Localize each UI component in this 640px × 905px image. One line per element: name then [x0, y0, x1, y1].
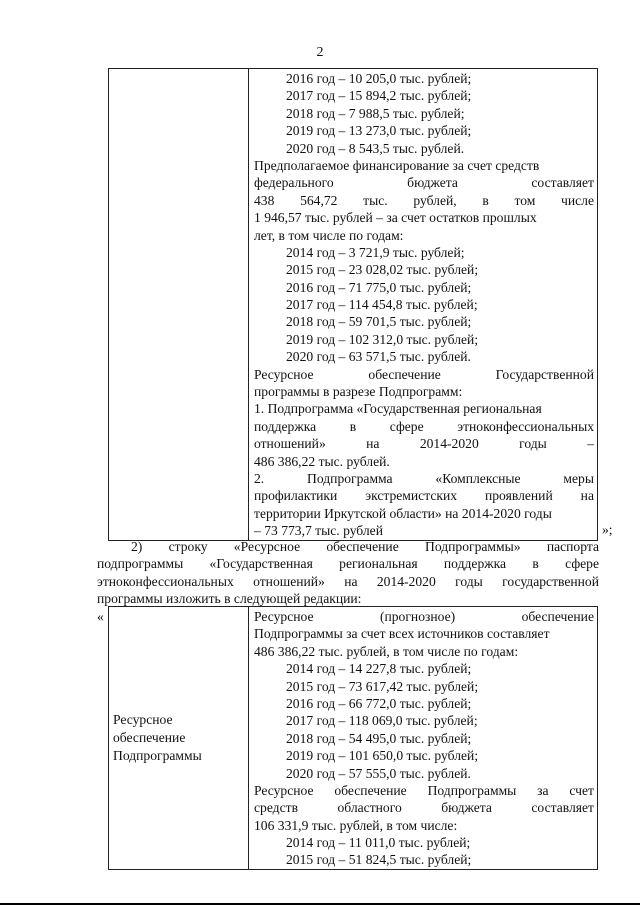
federal-text-line: 1 946,57 тыс. рублей – за счет остатков прошлых — [254, 210, 537, 226]
paragraph-line: подпрограммы «Государственная региональная поддержка в сфере — [97, 556, 599, 572]
federal-year-line: 2014 год – 3 721,9 тыс. рублей; — [286, 244, 465, 260]
regional-year-line: 2014 год – 11 011,0 тыс. рублей; — [286, 835, 471, 851]
federal-year-line: 2015 год – 23 028,02 тыс. рублей; — [286, 262, 479, 278]
funding-content-cell — [249, 69, 598, 541]
row-label-line: обеспечение — [113, 729, 186, 745]
row-label-line: Ресурсное — [113, 711, 173, 727]
funding-table-continued — [108, 68, 598, 541]
resources-text-line: профилактики экстремистских проявлений на — [254, 488, 594, 504]
amendment-paragraph — [97, 538, 599, 608]
year-line: 2016 год – 10 205,0 тыс. рублей; — [286, 71, 472, 86]
paragraph-line: этноконфессиональных отношений» на 2014-2020 годы государственной — [97, 573, 599, 589]
year-line: 2020 год – 57 555,0 тыс. рублей. — [286, 765, 471, 781]
intro-line: Подпрограммы за счет всех источников составляет — [254, 626, 550, 642]
year-line: 2018 год – 7 988,5 тыс. рублей; — [286, 105, 465, 121]
year-line: 2020 год – 8 543,5 тыс. рублей. — [286, 140, 465, 156]
row-content-cell — [249, 607, 598, 870]
federal-year-line: 2018 год – 59 701,5 тыс. рублей; — [286, 314, 472, 330]
paragraph-line: программы изложить в следующей редакции: — [97, 591, 362, 607]
year-line: 2016 год – 66 772,0 тыс. рублей; — [286, 695, 472, 711]
federal-text-line: федерального бюджета составляет — [254, 175, 594, 191]
resources-text-line: территории Иркутской области» на 2014-2020 годы — [254, 505, 552, 521]
federal-text-line: лет, в том числе по годам: — [254, 227, 404, 243]
page-number: 2 — [316, 45, 324, 60]
resources-text-line: 2. Подпрограмма «Комплексные меры — [254, 470, 594, 486]
paragraph-line: 2) строку «Ресурсное обеспечение Подпрограммы» паспорта — [131, 539, 599, 554]
subprogram-resources-table — [108, 606, 598, 870]
federal-year-line: 2016 год – 71 775,0 тыс. рублей; — [286, 279, 472, 295]
federal-year-line: 2019 год – 102 312,0 тыс. рублей; — [286, 331, 479, 347]
empty-label-cell — [109, 69, 249, 541]
resources-text-line: – 73 773,7 тыс. рублей — [254, 523, 383, 539]
resources-text-line: 486 386,22 тыс. рублей. — [254, 453, 390, 469]
federal-year-line: 2020 год – 63 571,5 тыс. рублей. — [286, 349, 471, 365]
closing-quote: »; — [602, 522, 613, 537]
federal-year-line: 2017 год – 114 454,8 тыс. рублей; — [286, 297, 478, 313]
year-line: 2019 год – 101 650,0 тыс. рублей; — [286, 748, 479, 764]
resources-text-line: отношений» на 2014-2020 годы – — [254, 436, 594, 452]
year-line: 2014 год – 14 227,8 тыс. рублей; — [286, 661, 472, 677]
year-line: 2019 год – 13 273,0 тыс. рублей; — [286, 123, 472, 139]
regional-line: 106 331,9 тыс. рублей, в том числе: — [254, 817, 458, 833]
opening-quote: « — [97, 609, 104, 624]
row-label-cell — [109, 607, 249, 870]
year-line: 2015 год – 73 617,42 тыс. рублей; — [286, 678, 479, 694]
resources-text-line: 1. Подпрограмма «Государственная региональная — [254, 401, 542, 417]
resources-text-line: Ресурсное обеспечение Государственной — [254, 366, 594, 382]
regional-line: Ресурсное обеспечение Подпрограммы за счет — [254, 782, 594, 798]
regional-line: средств областного бюджета составляет — [254, 800, 594, 816]
federal-text-line: Предполагаемое финансирование за счет средств — [254, 157, 540, 173]
intro-line: Ресурсное (прогнозное) обеспечение — [254, 609, 594, 624]
intro-line: 486 386,22 тыс. рублей, в том числе по годам: — [254, 643, 519, 659]
year-line: 2018 год – 54 495,0 тыс. рублей; — [286, 730, 472, 746]
regional-year-line: 2015 год – 51 824,5 тыс. рублей; — [286, 852, 472, 868]
year-line: 2017 год – 118 069,0 тыс. рублей; — [286, 713, 478, 729]
year-line: 2017 год – 15 894,2 тыс. рублей; — [286, 88, 472, 104]
row-label-line: Подпрограммы — [113, 747, 202, 763]
resources-text-line: программы в разрезе Подпрограмм: — [254, 384, 463, 400]
resources-text-line: поддержка в сфере этноконфессиональных — [254, 418, 594, 434]
federal-text-line: 438 564,72 тыс. рублей, в том числе — [254, 192, 594, 208]
